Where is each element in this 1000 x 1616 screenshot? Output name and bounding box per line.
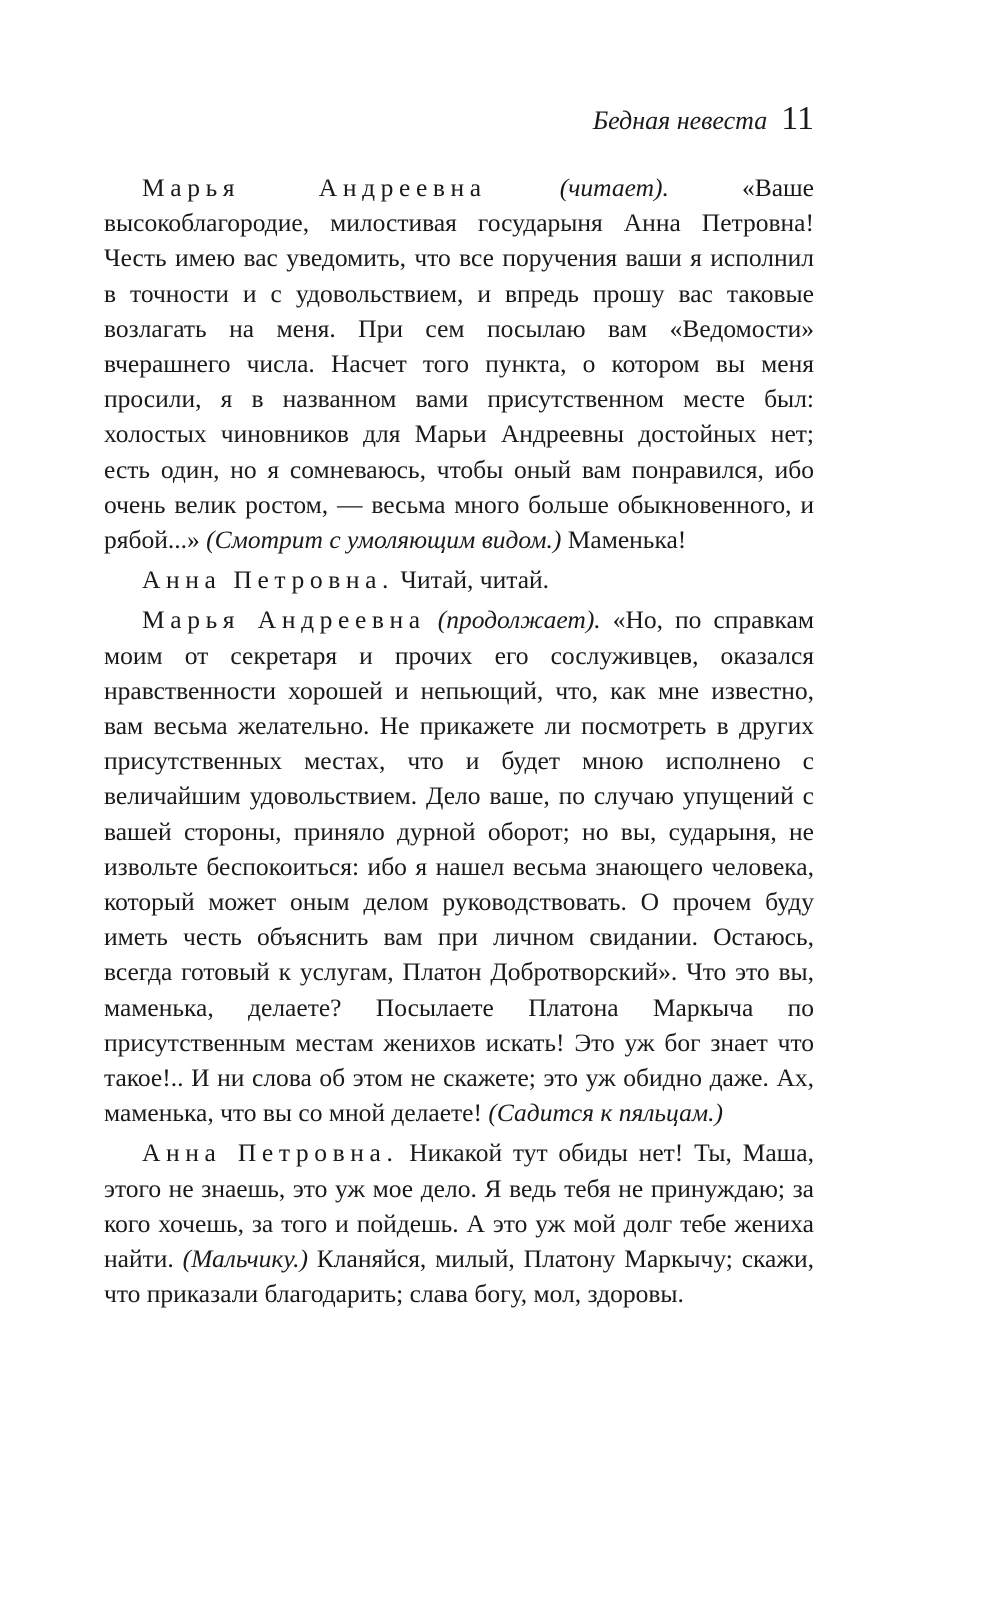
stage-direction: (Смотрит с умоляющим видом.) [206, 525, 562, 555]
speech-text: «Ваше высокоблагородие, милостивая государыня Анна Петровна! Честь имею вас уведомить, что все поручения ваши я исполнил в точности и с удовольствием, и впредь прошу вас таковые возлагать на меня. При сем посылаю вам «Ведомости» вчерашнего числа. Насчет того пункта, о котором вы меня просили, я в названном вами присутственном месте был: холостых чиновников для Марьи Андреевны достойных нет; есть один, но я сомневаюсь, чтобы оный вам понравился, ибо очень велик ростом, — весьма много больше обыкновенного, и рябой...» [104, 173, 814, 555]
speaker-name: Марья Андреевна [142, 605, 426, 635]
stage-direction: (Мальчику.) [182, 1244, 308, 1274]
paragraph-1 [104, 170, 814, 557]
paragraph-3 [104, 602, 814, 1130]
stage-direction: (читает). [559, 173, 669, 202]
speech-text: Маменька! [567, 525, 687, 555]
stage-direction: (продолжает). [437, 605, 601, 635]
paragraph-4 [104, 1135, 814, 1311]
text-block [104, 170, 814, 1312]
page-number: 11 [781, 100, 814, 137]
stage-direction: (Садится к пяльцам.) [488, 1098, 723, 1128]
speaker-name: Марья Андреевна [142, 173, 487, 202]
speech-text: Кланяйся, милый, Платону Маркычу; скажи, что приказали благодарить; слава богу, мол, здоровы. [104, 1244, 815, 1309]
speech-text: Читай, читай. [400, 565, 550, 595]
running-head [593, 100, 814, 138]
speech-text: Никакой тут обиды нет! Ты, Маша, этого не знаешь, это уж мое дело. Я ведь тебя не принуждаю; за кого хочешь, за того и пойдешь. А это уж мой долг тебе жениха найти. [104, 1138, 814, 1274]
speaker-name: Анна Петровна. [142, 565, 395, 595]
speech-text: «Но, по справкам моим от секретаря и прочих его сослуживцев, оказался нравственности хорошей и непьющий, что, как мне известно, вам весьма желательно. Не прикажете ли посмотреть в других присутственных местах, что и будет мною исполнено с величайшим удовольствием. Дело ваше, по случаю упущений с вашей стороны, приняло дурной оборот; но вы, сударыня, не извольте беспокоиться: ибо я нашел весьма знающего человека, который может оным делом руководствовать. О прочем буду иметь честь объяснить вам при личном свидании. Остаюсь, всегда готовый к услугам, Платон Добротворский». Что это вы, маменька, делаете? Посылаете Платона Маркыча по присутственным местам женихов искать! Это уж бог знает что такое!.. И ни слова об этом не скажете; это уж обидно даже. Ах, маменька, что вы со мной делаете! [104, 605, 814, 1128]
running-title: Бедная невеста [592, 106, 768, 135]
paragraph-2 [104, 562, 814, 597]
speaker-name: Анна Петровна. [142, 1138, 399, 1168]
